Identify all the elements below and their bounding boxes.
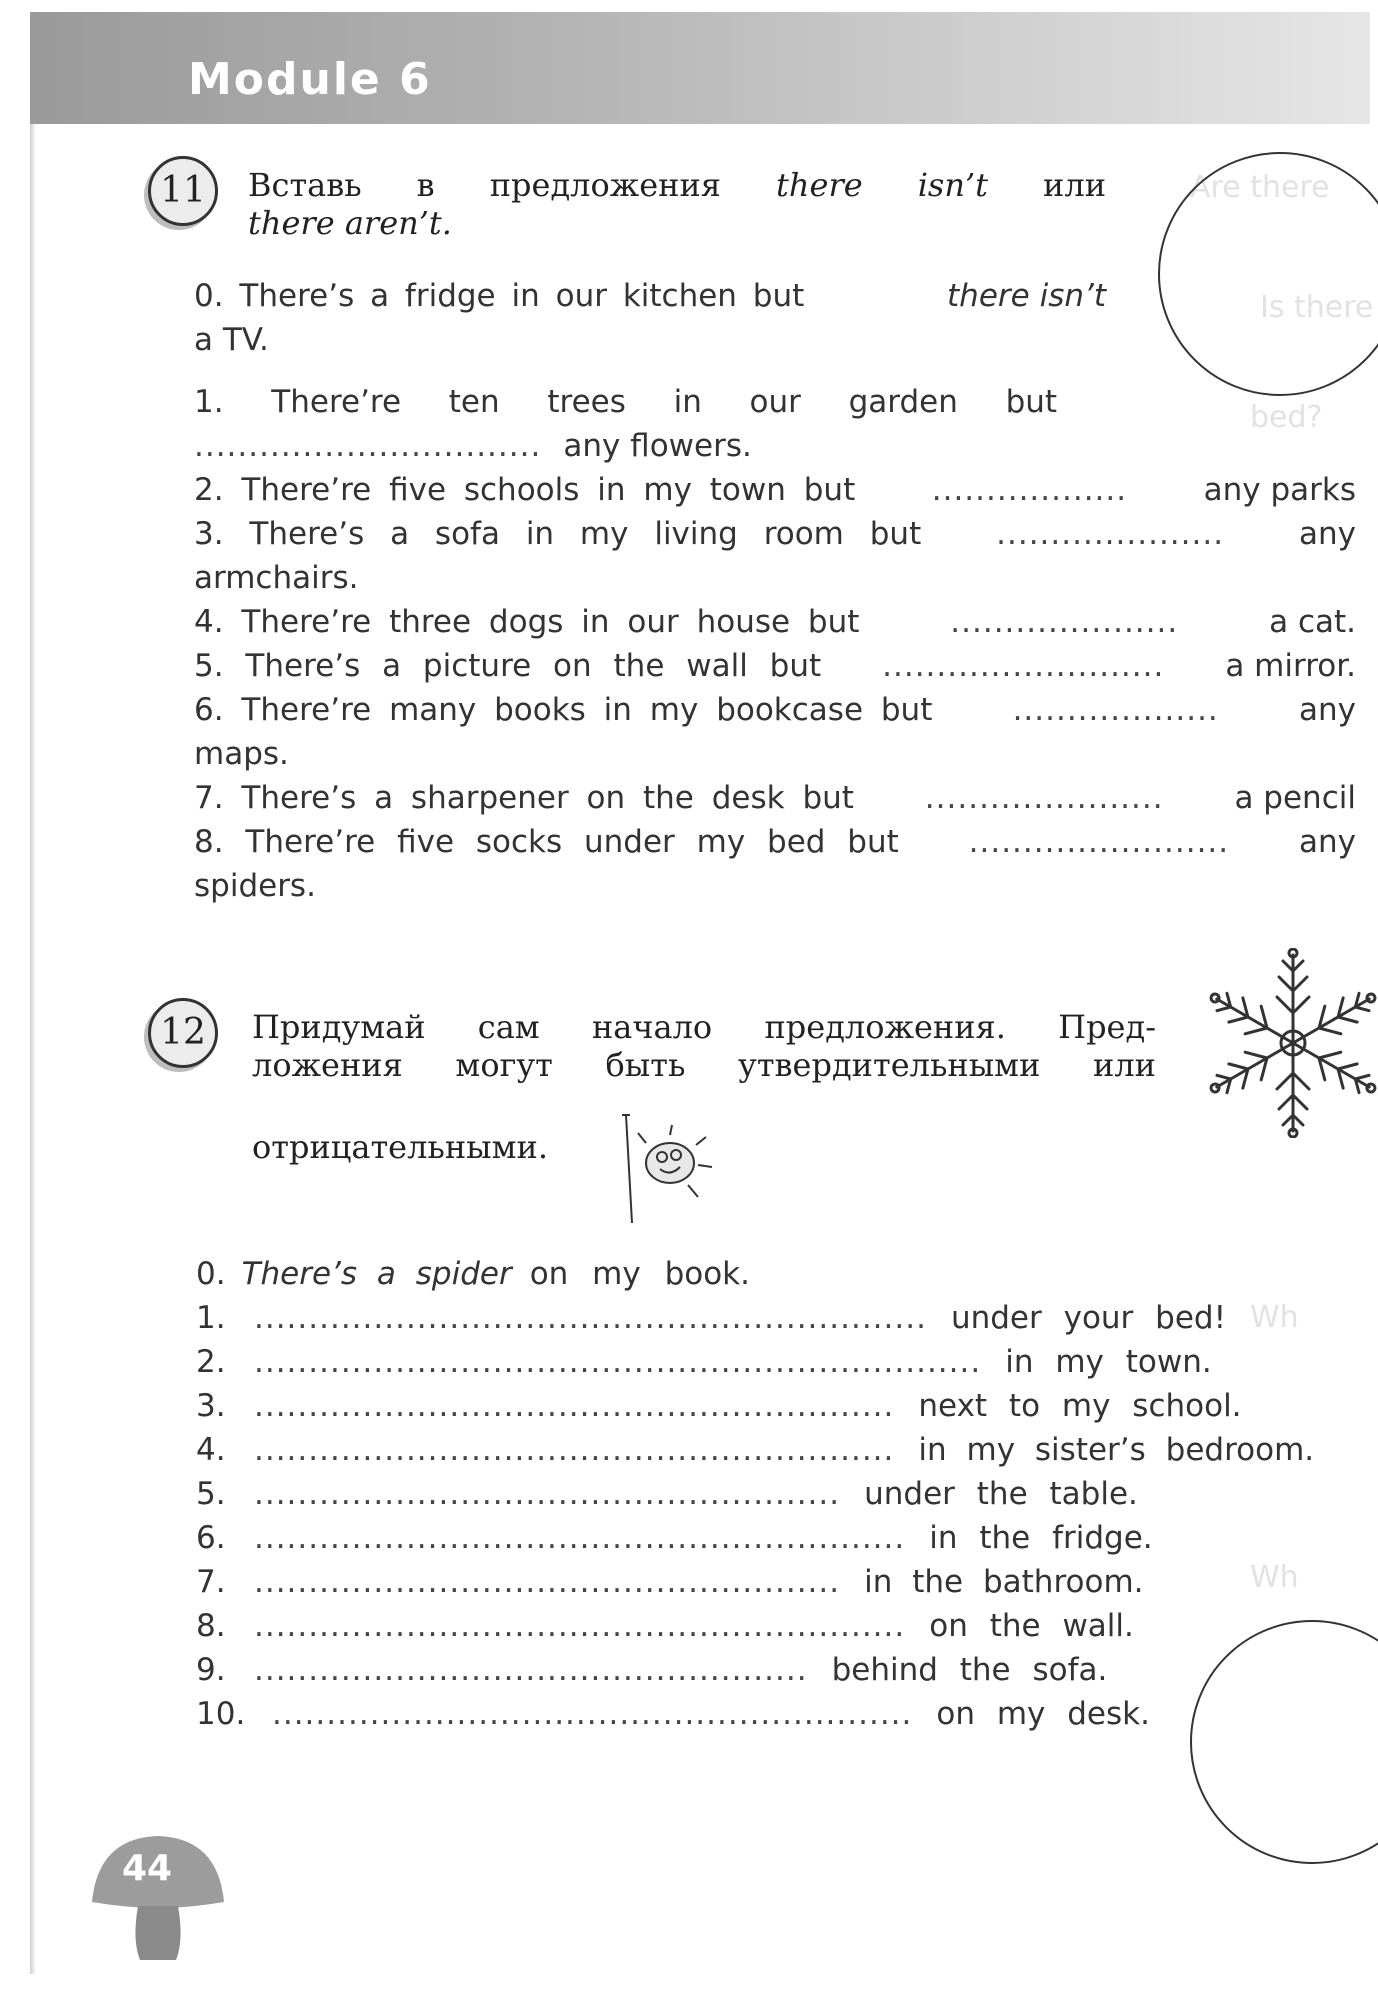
task11-item-3-cont [194,560,358,596]
item-number: 2. [196,1344,226,1380]
task12-item-4 [196,1432,1314,1468]
sentence-text: spiders. [194,868,316,904]
answer-blank: ................................................................... [254,1344,982,1380]
sentence-text: a pencil [1234,780,1356,816]
sentence-text: 2. There’re five schools in my town but [194,472,856,508]
task12-item-7 [196,1564,1144,1600]
task12-item-9 [196,1652,1107,1688]
sentence-text: a mirror. [1225,648,1356,684]
instruction-italic: there isn’t [776,166,988,204]
answer-blank: ............................................................ [254,1520,906,1556]
task11-example-line [194,278,1106,314]
instruction-text: Придумай сам начало предложения. Пред- [252,1008,1156,1046]
answer-blank: ................................ [194,428,542,464]
page-spine-shadow [30,124,36,1974]
decorative-circle [1158,152,1378,396]
task11-item-4 [194,604,1356,640]
task-number-12: 12 [148,998,218,1068]
answer-blank: ...................... [924,780,1164,816]
item-number: 6. [196,1520,226,1556]
task12-example [196,1256,750,1292]
item-number: 3. [196,1388,226,1424]
task11-item-3 [194,516,1356,552]
task11-item-1 [194,384,1106,420]
sentence-text: armchairs. [194,560,359,596]
answer-blank: ...................................................... [254,1564,841,1600]
task11-item-1-blank-line [194,428,752,464]
instruction-text: Вставь в предложения [248,166,721,204]
show-through-text: Wh [1250,1300,1299,1335]
answer-blank: .................. [931,472,1128,508]
sentence-text: any flowers. [563,428,752,464]
task12-instruction-last-line [252,1128,548,1166]
sentence-text: in my sister’s bedroom. [918,1432,1315,1468]
page-number: 44 [122,1848,173,1889]
answer-blank: ..................... [950,604,1179,640]
sentence-text: any [1298,824,1356,860]
answer-blank: ..................... [996,516,1225,552]
item-number: 1. [196,1300,226,1336]
sentence-text: 8. There’re five socks under my bed but [194,824,899,860]
example-answer: There’s a spider [241,1256,512,1292]
sentence-text: any [1299,516,1356,552]
sentence-text: in the bathroom. [864,1564,1144,1600]
task12-instruction [252,1008,1156,1084]
item-number: 9. [196,1652,226,1688]
task12-item-5 [196,1476,1138,1512]
task12-item-1 [196,1300,1226,1336]
item-number: 0. [196,1256,226,1292]
sentence-text: 3. There’s a sofa in my living room but [194,516,922,552]
decorative-circle [1190,1620,1378,1864]
sentence-text: 7. There’s a sharpener on the desk but [194,780,854,816]
show-through-text: Is there [1260,290,1374,325]
sentence-text: a TV. [194,322,269,358]
instruction-text: или [1043,166,1107,204]
task-number-11: 11 [148,156,218,226]
sentence-text: 6. There’re many books in my bookcase but [194,692,933,728]
sentence-text: any parks [1203,472,1356,508]
task12-item-8 [196,1608,1134,1644]
sentence-text: maps. [194,736,289,772]
sentence-text: behind the sofa. [831,1652,1108,1688]
answer-blank: ................................................... [254,1652,808,1688]
item-number: 7. [196,1564,226,1600]
show-through-text: Wh [1250,1560,1299,1595]
task11-instruction [248,166,1106,242]
answer-blank: ........................ [968,824,1230,860]
task11-item-6-cont [194,736,289,772]
task11-example-line [194,322,269,358]
sentence-text: on my desk. [936,1696,1150,1732]
instruction-text: ложения могут быть утвердительными или [252,1046,1156,1084]
task12-item-6 [196,1520,1153,1556]
answer-blank: ........................................................... [272,1696,913,1732]
smiling-sun-with-pencil-icon [618,1105,718,1225]
sentence-text: under the table. [864,1476,1138,1512]
sentence-text: in my town. [1005,1344,1212,1380]
item-number: 8. [196,1608,226,1644]
answer-blank: ................... [1012,692,1219,728]
sentence-text: next to my school. [918,1388,1242,1424]
answer-blank: .......................... [882,648,1165,684]
sentence-text: 1. There’re ten trees in our garden but [194,384,1058,420]
sentence-text: in the fridge. [929,1520,1153,1556]
item-number: 5. [196,1476,226,1512]
item-number: 4. [196,1432,226,1468]
instruction-text: отрицательными. [252,1128,549,1166]
module-title: Module 6 [188,54,432,105]
show-through-text: bed? [1250,400,1323,435]
item-number: 10. [196,1696,246,1732]
sentence-text: on the wall. [929,1608,1134,1644]
sentence-text: a cat. [1269,604,1356,640]
sentence-text: 4. There’re three dogs in our house but [194,604,860,640]
sentence-text: 0. There’s a fridge in our kitchen but [194,278,805,314]
answer-blank: .............................................................. [254,1300,927,1336]
sentence-text: 5. There’s a picture on the wall but [194,648,822,684]
answer-blank: ............................................................ [254,1608,906,1644]
task11-item-8-cont [194,868,316,904]
task11-item-7 [194,780,1356,816]
task11-item-8 [194,824,1356,860]
instruction-italic: there aren’t. [248,204,452,242]
sentence-text: on my book. [529,1256,750,1292]
task12-item-10 [196,1696,1150,1732]
answer-blank: ...................................................... [254,1476,841,1512]
task11-item-5 [194,648,1356,684]
task12-item-3 [196,1388,1242,1424]
task11-item-6 [194,692,1356,728]
task11-item-2 [194,472,1356,508]
answer-blank: ........................................................... [254,1388,895,1424]
example-answer: there isn’t [947,278,1106,314]
show-through-text: Are there [1190,170,1330,205]
snowflake-icon [1208,948,1378,1138]
sentence-text: under your bed! [950,1300,1227,1336]
sentence-text: any [1299,692,1356,728]
answer-blank: ........................................................... [254,1432,895,1468]
task12-item-2 [196,1344,1212,1380]
